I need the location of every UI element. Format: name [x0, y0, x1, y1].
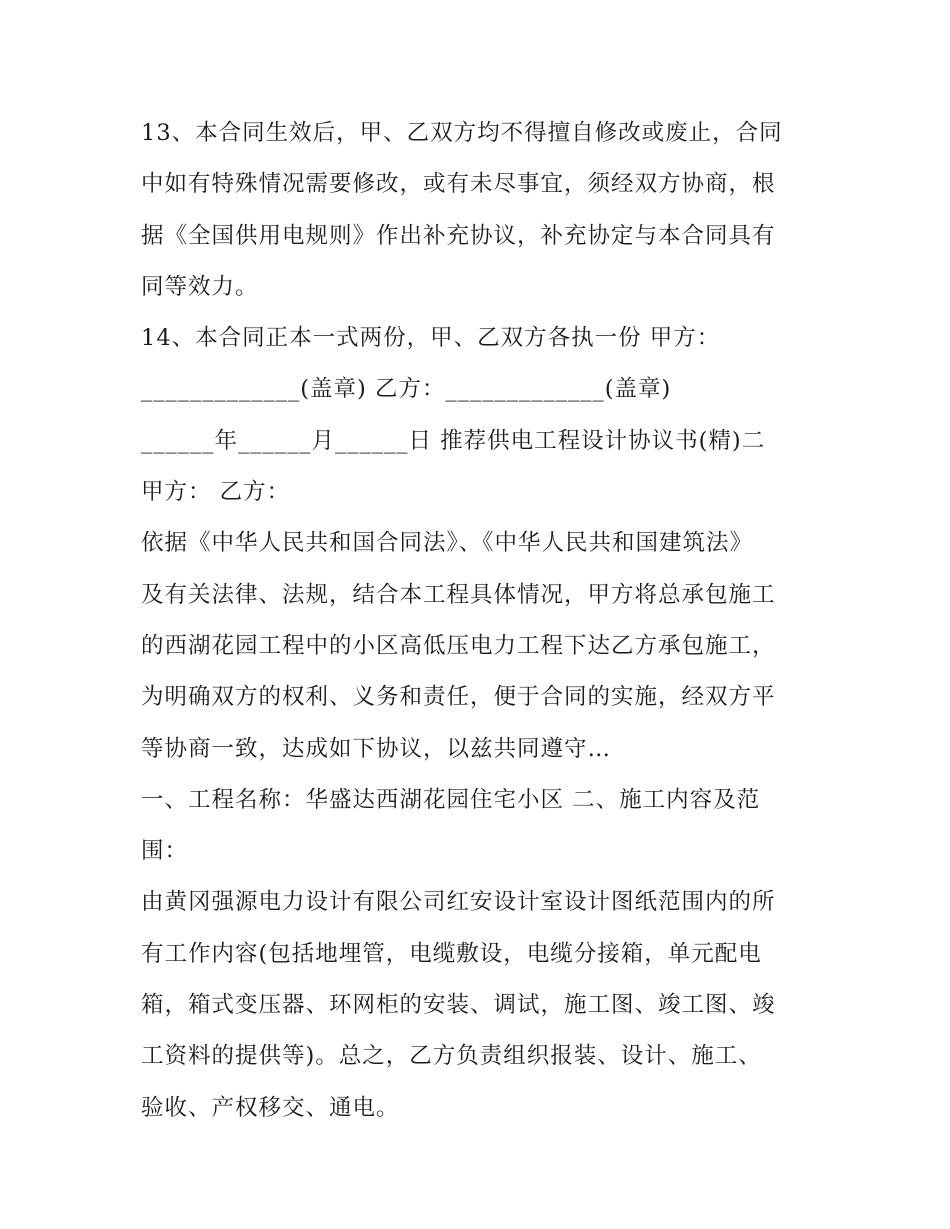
date-line: ______年______月______日 推荐供电工程设计协议书(精)二 — [141, 427, 766, 454]
parties-line: 甲方： 乙方： — [141, 479, 291, 506]
signature-line: _____________(盖章) 乙方：_____________(盖章) — [141, 376, 672, 403]
text-line: 等协商一致，达成如下协议，以兹共同遵守… — [141, 735, 612, 762]
document-body — [141, 108, 821, 1134]
text-line: 的西湖花园工程中的小区高低压电力工程下达乙方承包施工， — [141, 632, 776, 659]
text-line: 围： — [141, 838, 189, 865]
text-line: 中如有特殊情况需要修改，或有未尽事宜，须经双方协商，根 — [141, 171, 776, 198]
text-line: 由黄冈强源电力设计有限公司红安设计室设计图纸范围内的所 — [141, 889, 776, 916]
text-line: 一、工程名称：华盛达西湖花园住宅小区 二、施工内容及范 — [141, 786, 761, 813]
text-line: 工资料的提供等)。总之，乙方负责组织报装、设计、施工、 — [141, 1043, 762, 1070]
text-line: 箱，箱式变压器、环网柜的安装、调试，施工图、竣工图、竣 — [141, 992, 776, 1019]
text-line: 据《全国供用电规则》作出补充协议，补充协定与本合同具有 — [141, 222, 776, 249]
text-line: 有工作内容(包括地埋管，电缆敷设，电缆分接箱，单元配电 — [141, 940, 762, 967]
text-line: 同等效力。 — [141, 273, 259, 300]
text-line: 及有关法律、法规，结合本工程具体情况，甲方将总承包施工 — [141, 581, 776, 608]
text-line: 13、本合同生效后，甲、乙双方均不得擅自修改或废止，合同 — [141, 120, 783, 146]
text-line: 为明确双方的权利、义务和责任，便于合同的实施，经双方平 — [141, 684, 776, 711]
text-line: 验收、产权移交、通电。 — [141, 1094, 400, 1121]
text-line: 14、本合同正本一式两份，甲、乙双方各执一份 甲方： — [141, 325, 721, 352]
text-line: 依据《中华人民共和国合同法》、《中华人民共和国建筑法》 — [141, 530, 754, 557]
